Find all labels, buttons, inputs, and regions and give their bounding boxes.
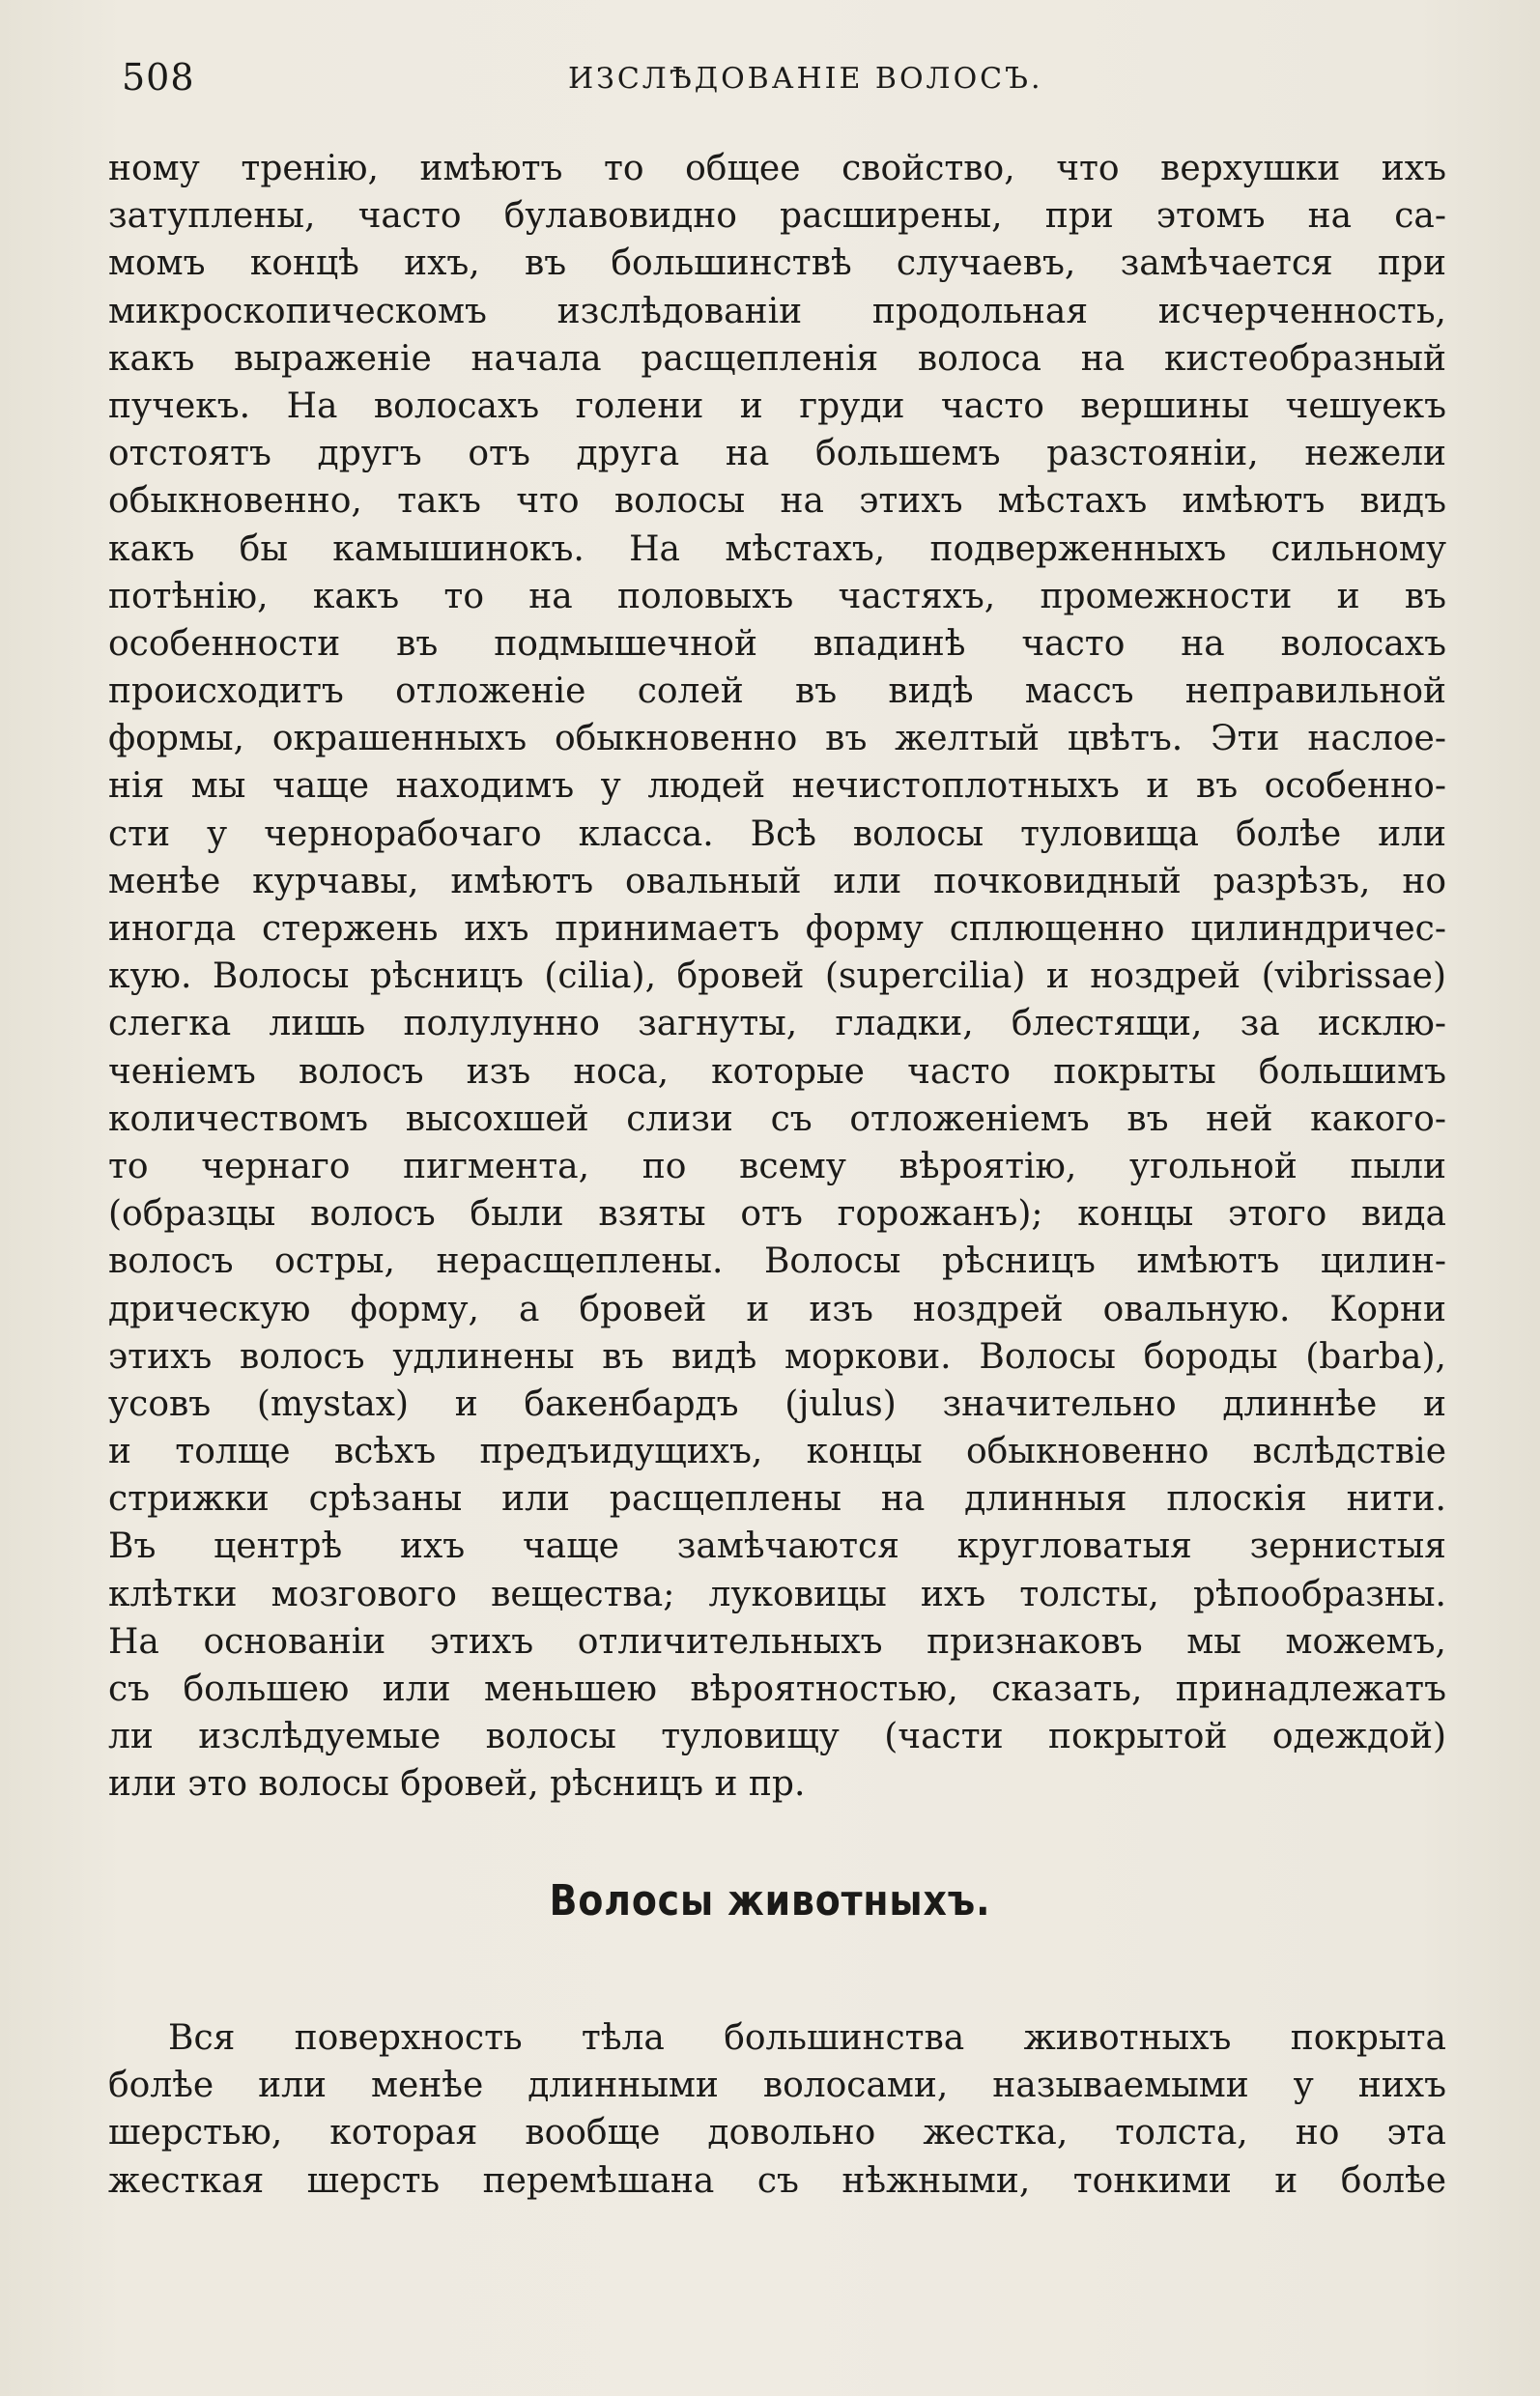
text-line: формы, окрашенныхъ обыкновенно въ желтый цвѣтъ. Эти наслое- [108,719,1446,759]
text-line: жесткая шерсть перемѣшана съ нѣжными, тонкими и болѣе [108,2160,1446,2201]
text-line: На основаніи этихъ отличительныхъ признаковъ мы можемъ, [108,1621,1446,1662]
text-line: съ большею или меньшею вѣроятностью, сказать, принадлежатъ [108,1669,1446,1709]
text-line: волосъ остры, нерасщеплены. Волосы рѣсницъ имѣютъ цилин- [108,1241,1446,1282]
text-line: кую. Волосы рѣсницъ (cilia), бровей (supercilia) и ноздрей (vibrissae) [108,956,1446,997]
text-line: дрическую форму, а бровей и изъ ноздрей овальную. Корни [108,1289,1446,1329]
text-line: усовъ (mystax) и бакенбардъ (julus) значительно длиннѣе и [108,1383,1446,1424]
text-line: момъ концѣ ихъ, въ большинствѣ случаевъ, замѣчается при [108,243,1446,284]
body-text [108,145,1446,1809]
text-line: и толще всѣхъ предъидущихъ, концы обыкновенно вслѣдствіе [108,1432,1446,1472]
text-line: клѣтки мозгового вещества; луковицы ихъ толсты, рѣпообразны. [108,1574,1446,1614]
text-line: какъ выраженіе начала расщепленія волоса на кистеобразный [108,338,1446,379]
text-line: болѣе или менѣе длинными волосами, называемыми у нихъ [108,2066,1446,2106]
text-line: микроскопическомъ изслѣдованіи продольная исчерченность, [108,291,1446,331]
text-line: какъ бы камышинокъ. На мѣстахъ, подверженныхъ сильному [108,528,1446,569]
text-line: ли изслѣдуемые волосы туловищу (части покрытой одеждой) [108,1717,1446,1757]
text-line: ному тренію, имѣютъ то общее свойство, что верхушки ихъ [108,149,1446,188]
text-line: этихъ волосъ удлинены въ видѣ моркови. Волосы бороды (barba), [108,1336,1446,1377]
text-line: (образцы волосъ были взяты отъ горожанъ); концы этого вида [108,1194,1446,1235]
text-line: пучекъ. На волосахъ голени и груди часто вершины чешуекъ [108,385,1446,426]
running-head [114,56,1447,104]
section-text [108,2014,1446,2205]
text-line: отстоятъ другъ отъ друга на большемъ разстояніи, нежели [108,434,1446,474]
section-heading: Волосы животныхъ. [549,1876,991,1925]
text-line: сти у чернорабочаго класса. Всѣ волосы туловища болѣе или [108,813,1446,854]
text-line: особенности въ подмышечной впадинѣ часто на волосахъ [108,623,1446,664]
text-line: нія мы чаще находимъ у людей нечистоплотныхъ и въ особенно- [108,766,1446,807]
running-title: ИЗСЛѢДОВАНІЕ ВОЛОСЪ. [568,62,1043,96]
text-line: потѣнію, какъ то на половыхъ частяхъ, промежности и въ [108,576,1446,616]
text-line: обыкновенно, такъ что волосы на этихъ мѣстахъ имѣютъ видъ [108,481,1446,522]
text-line: слегка лишь полулунно загнуты, гладки, блестящи, за исклю- [108,1004,1446,1044]
text-line: Вся поверхность тѣла большинства животныхъ покрыта [168,2018,1446,2058]
text-line: иногда стержень ихъ принимаетъ форму сплющенно цилиндричес- [108,909,1446,949]
text-line: происходитъ отложеніе солей въ видѣ массъ неправильной [108,671,1446,712]
page-number: 508 [122,56,195,99]
text-line: или это волосы бровей, рѣсницъ и пр. [108,1764,806,1805]
text-line: стрижки срѣзаны или расщеплены на длинныя плоскія нити. [108,1479,1446,1520]
text-line: то чернаго пигмента, по всему вѣроятію, угольной пыли [108,1146,1446,1186]
text-line: шерстью, которая вообще довольно жестка, толста, но эта [108,2113,1446,2154]
text-line: менѣе курчавы, имѣютъ овальный или почковидный разрѣзъ, но [108,861,1446,901]
text-line: Въ центрѣ ихъ чаще замѣчаются кругловатыя зернистыя [108,1526,1446,1567]
text-line: количествомъ высохшей слизи съ отложеніемъ въ ней какого- [108,1098,1446,1139]
text-line: ченіемъ волосъ изъ носа, которые часто покрыты большимъ [108,1051,1446,1092]
text-line: затуплены, часто булавовидно расширены, при этомъ на са- [108,196,1446,237]
